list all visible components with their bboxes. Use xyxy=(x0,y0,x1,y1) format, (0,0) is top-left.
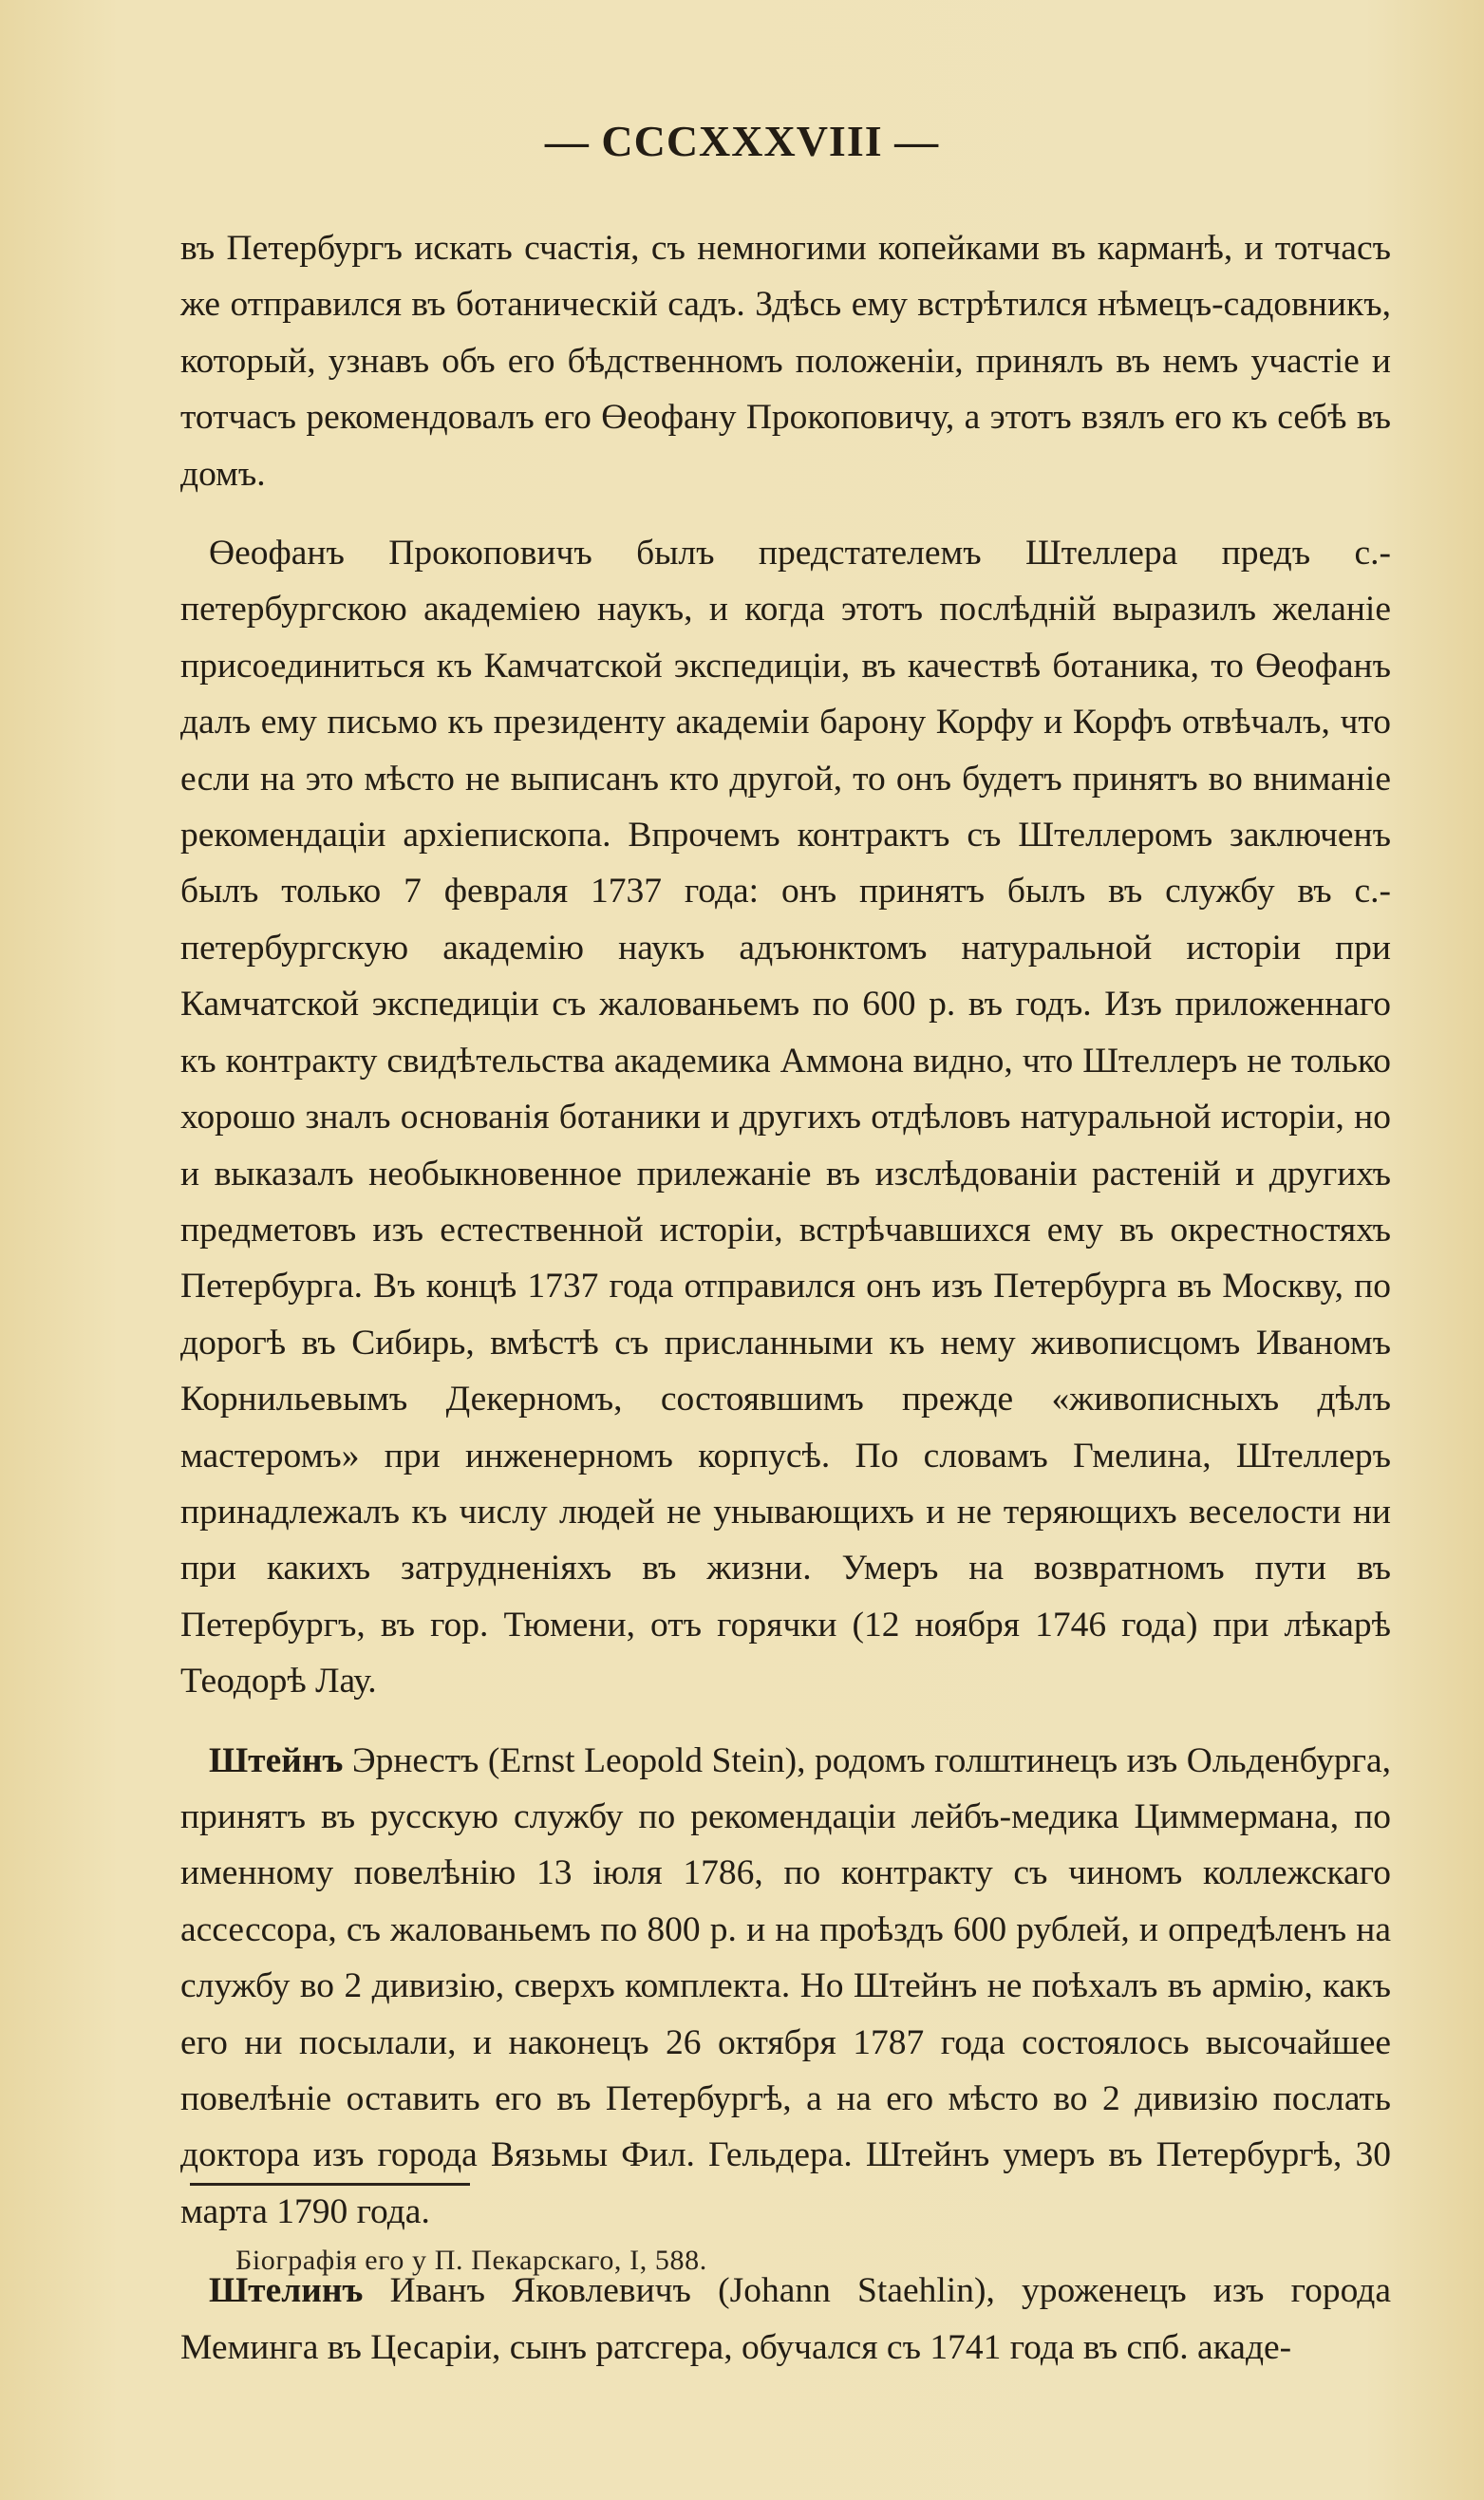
entry-staehlin xyxy=(180,2263,1391,2376)
entry-name: Штелинъ xyxy=(209,2271,364,2311)
paragraph-steller xyxy=(180,525,1391,1710)
paragraph-text: въ Петербургъ искать счастія, съ немногими копейками въ карманѣ, и тотчасъ же отправился въ ботаническій садъ. Здѣсь ему встрѣтился нѣмецъ-садовникъ, который, узнавъ объ его бѣдственномъ положеніи, принялъ въ немъ участіе и тотчасъ рекомендовалъ его Өеофану Прокоповичу, а этотъ взялъ его къ себѣ въ домъ. xyxy=(180,229,1391,494)
entry-text: Эрнестъ (Ernst Leopold Stein), родомъ голштинецъ изъ Ольденбурга, принятъ въ русскую службу по рекомендаціи лейбъ-медика Циммермана, по именному повелѣнію 13 іюля 1786, по контракту съ чиномъ коллежскаго ассессора, съ жалованьемъ по 800 р. и на проѣздъ 600 рублей, и опредѣленъ на службу во 2 дивизію, сверхъ комплекта. Но Штейнъ не поѣхалъ въ армію, какъ его ни посылали, и наконецъ 26 октября 1787 года состоялось высочайшее повелѣніе оставить его въ Петербургѣ, а на его мѣсто во 2 дивизію послать доктора изъ города Вязьмы Фил. Гельдера. Штейнъ умеръ въ Петербургѣ, 30 марта 1790 года. xyxy=(180,1740,1391,2231)
page-number-header: — CCCXXXVIII — xyxy=(544,117,940,165)
entry-stein xyxy=(180,1733,1391,2241)
footnote-divider xyxy=(190,2183,470,2186)
paragraph-text: Өеофанъ Прокоповичъ былъ предстателемъ Штеллера предъ с.-петербургскою академіею наукъ, и когда этотъ послѣдній выразилъ желаніе присоединиться къ Камчатской экспедиціи, въ качествѣ ботаника, то Өеофанъ далъ ему письмо къ президенту академіи барону Корфу и Корфъ отвѣчалъ, что если на это мѣсто не выписанъ кто другой, то онъ будетъ принятъ во вниманіе рекомендаціи архіепископа. Впрочемъ контрактъ съ Штеллеромъ заключенъ былъ только 7 февраля 1737 года: онъ принятъ былъ въ службу въ с.-петербургскую академію наукъ адъюнктомъ натуральной исторіи при Камчатской экспедиціи съ жалованьемъ по 600 р. въ годъ. Изъ приложеннаго къ контракту свидѣтельства академика Аммона видно, что Штеллеръ не только хорошо зналъ основанія ботаники и другихъ отдѣловъ натуральной исторіи, но и выказалъ необыкновенное прилежаніе въ изслѣдованіи растеній и другихъ предметовъ изъ естественной исторіи, встрѣчавшихся ему въ окрестностяхъ Петербурга. Въ концѣ 1737 года отправился онъ изъ Петербурга въ Москву, по дорогѣ въ Сибирь, вмѣстѣ съ присланными къ нему живописцомъ Иваномъ Корнильевымъ Декерномъ, состоявшимъ прежде «живописныхъ дѣлъ мастеромъ» при инженерномъ корпусѣ. По словамъ Гмелина, Штеллеръ принадлежалъ къ числу людей не унывающихъ и не теряющихъ веселости ни при какихъ затрудненіяхъ въ жизни. Умеръ на возвратномъ пути въ Петербургъ, въ гор. Тюмени, отъ горячки (12 ноября 1746 года) при лѣкарѣ Теодорѣ Лау. xyxy=(180,534,1391,1701)
footnote: Біографія его у П. Пекарскаго, I, 588. xyxy=(235,2245,707,2276)
entry-text: Иванъ Яковлевичъ (Johann Staehlin), уроженецъ изъ города Меминга въ Цесаріи, сынъ ратсгера, обучался съ 1741 года въ спб. акаде- xyxy=(180,2271,1391,2367)
body-text xyxy=(180,220,1391,2398)
entry-name: Штейнъ xyxy=(209,1740,344,1780)
paragraph-continuation xyxy=(180,220,1391,502)
